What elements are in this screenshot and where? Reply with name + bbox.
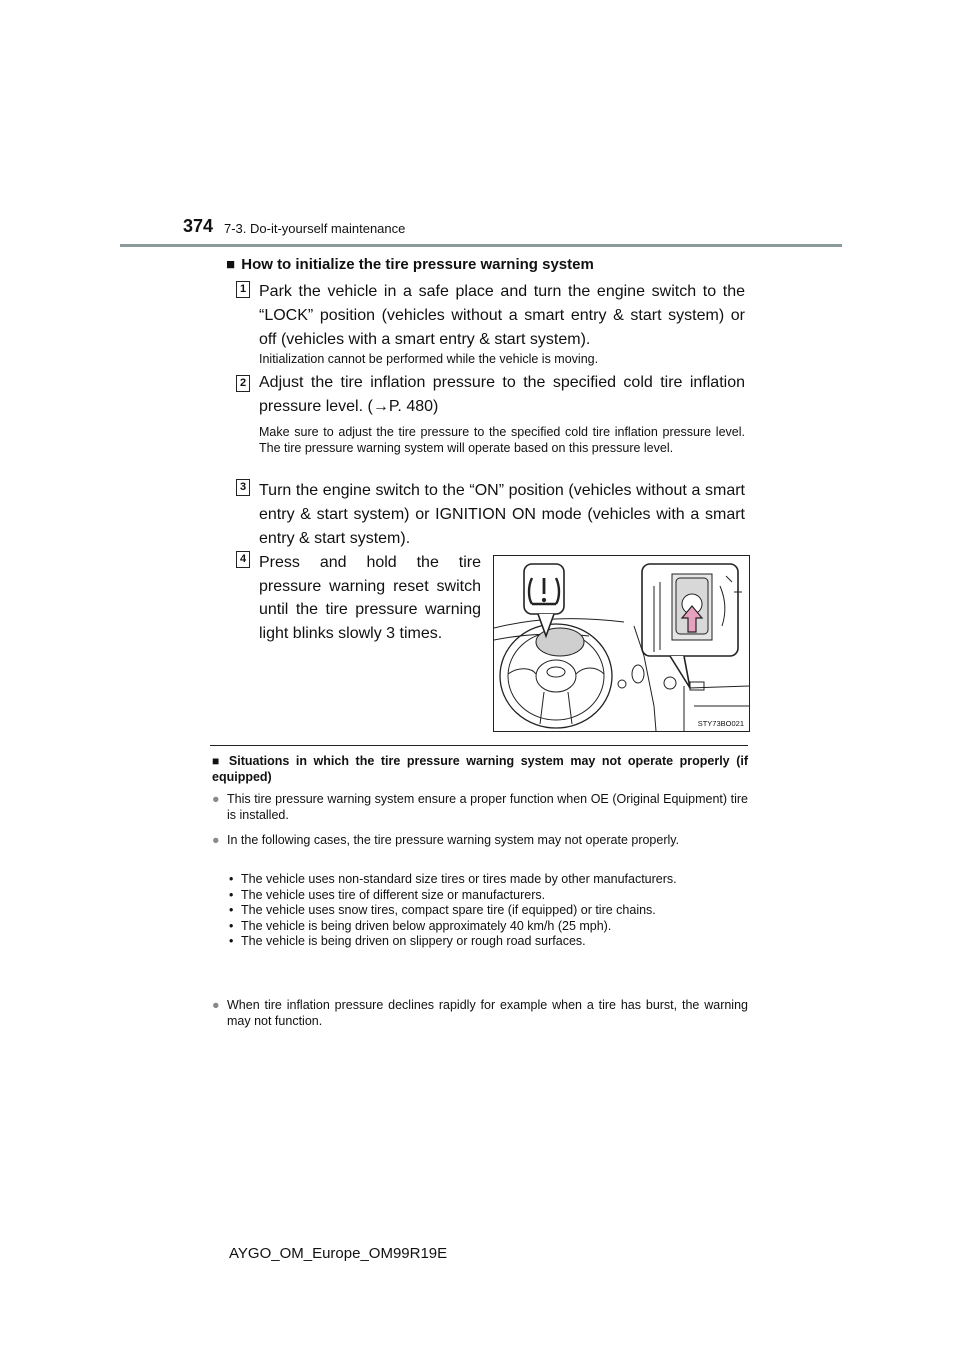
bullet-dot: ● (212, 998, 220, 1012)
step-number-1: 1 (236, 281, 250, 298)
section-heading (226, 256, 594, 273)
sub-list-item: • The vehicle is being driven on slippery or rough road surfaces. (229, 934, 586, 949)
dashboard-drawing (494, 556, 749, 731)
step-number-3: 3 (236, 479, 250, 496)
step-2-text: Adjust the tire inflation pressure to the specified cold tire inflation pressure level. (→P. 480) (259, 374, 745, 415)
bullet-dot: ● (212, 792, 220, 806)
figure-code: STY73BO021 (697, 719, 744, 728)
step-number-4: 4 (236, 551, 250, 568)
sub-list-item: • The vehicle uses tire of different size or manufacturers. (229, 887, 546, 902)
header-divider (120, 244, 842, 247)
step-number-2: 2 (236, 375, 250, 392)
step-1-text: Park the vehicle in a safe place and turn the engine switch to the “LOCK” position (vehicles without a smart entry & start system) or off (vehicles with a smart entry & start system). (259, 283, 745, 348)
heading-marker: ■ (226, 256, 236, 273)
section-title: 7-3. Do-it-yourself maintenance (224, 221, 406, 236)
document-id: AYGO_OM_Europe_OM99R19E (229, 1245, 448, 1262)
bullet-item-3 (212, 997, 748, 1029)
step-2-note: Make sure to adjust the tire pressure to the specified cold tire inflation pressure level. The tire pressure warning system will operate based on this pressure level. (259, 425, 745, 455)
sub-list-item: • The vehicle uses snow tires, compact spare tire (if equipped) or tire chains. (229, 903, 656, 918)
bullet-text: This tire pressure warning system ensure a proper function when OE (Original Equipment) tire is installed. (227, 792, 748, 822)
step-1-note: Initialization cannot be performed while the vehicle is moving. (259, 352, 599, 366)
section-divider (210, 745, 748, 746)
sub-list (229, 872, 748, 950)
situations-heading-text: Situations in which the tire pressure warning system may not operate properly (if equipped) (212, 754, 748, 784)
page-number: 374 (183, 216, 214, 236)
bullet-item-1 (212, 791, 748, 823)
bullet-text: In the following cases, the tire pressure warning system may not operate properly. (227, 833, 680, 847)
step-3-text: Turn the engine switch to the “ON” position (vehicles without a smart entry & start system) or IGNITION ON mode (vehicles with a smart entry & start system). (259, 482, 745, 547)
bullet-dot: ● (212, 833, 220, 847)
sub-list-item: • The vehicle uses non-standard size tires or tires made by other manufacturers. (229, 872, 677, 886)
situations-heading (212, 753, 748, 785)
bullet-item-2 (212, 832, 748, 864)
bullet-text: When tire inflation pressure declines rapidly for example when a tire has burst, the warning may not function. (227, 998, 748, 1028)
sub-list-item: • The vehicle is being driven below approximately 40 km/h (25 mph). (229, 918, 612, 933)
situations-marker: ■ (212, 754, 223, 768)
dashboard-illustration (493, 555, 750, 732)
step-4-text: Press and hold the tire pressure warning reset switch until the tire pressure warning light blinks slowly 3 times. (259, 554, 481, 642)
heading-text: How to initialize the tire pressure warning system (241, 256, 594, 273)
